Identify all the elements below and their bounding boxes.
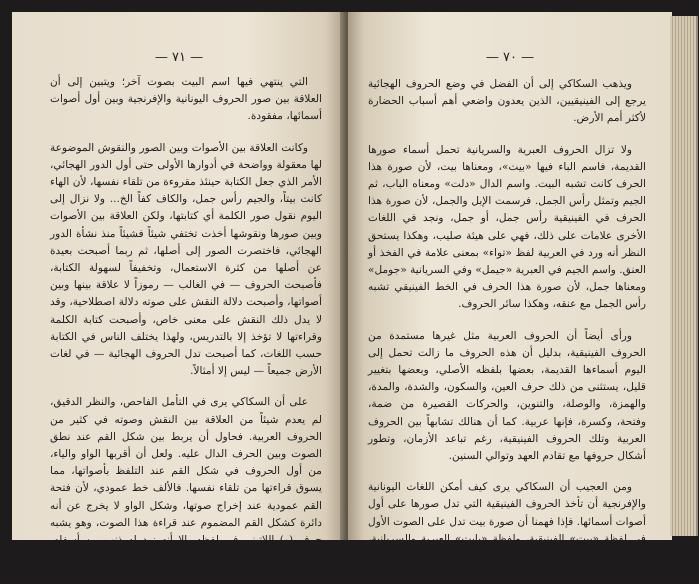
left-paragraph-1: التي ينتهي فيها اسم البيت بصوت آخر؛ ويتبين إلى أن العلاقة بين صور الحروف اليونانية والإفرنجية وبين أول أصوات أسمائها، مفقودة. [50,76,322,123]
right-page-number: — ٧٠ — [485,50,535,65]
page-edges [670,16,698,536]
right-paragraph-1: ويذهب السكاكي إلى أن الفضل في وضع الحروف الهجائية يرجع إلى الفينيقيين، الذين يعدون واضعي أهم أسباب الحضارة لأكثر أمم الأرض. [368,78,646,125]
right-paragraph-3: ورأى أيضاً أن الحروف العربية مثل غيرها مستمدة من الحروف الفينيقية، بدليل أن هذه الحروف ما زالت تحمل إلى اليوم أسماءها القديمة، بعضها بلفظه الأصلي، وبعضها بتغيير قليل، يستثنى من ذلك حرف العين، والسكون، والشدة، والمدة، والهمزة، والوصلة، والتنوين، والحركات القصيرة من ضمة، وفتحة، وكسرة، فإنها عربية. كما أن هنالك تشابهاً بين الحروف العربية وتلك الحروف الفينيقية، رغم تباعد الأزمان، وتطور أشكال حروفها مع تقادم العهد وتوالي السنين. [368,329,646,463]
right-paragraph-4: ومن العجيب أن السكاكي يرى كيف أمكن اللغات اليونانية والإفرنجية أن تأخذ الحروف الفينيقية التي تدل صورها على أول أصوات أسمائها. فإذا فهمنا أن صورة بيت تدل على الصوت الأول في لفظة «بيت» الفينيقية، ولفظة «بايت» العبرية والسريانية، ولفظة «بيت» العربية؛ فكيف يمكن في القديم إذن أن تدل صورة البيت على صوت (ب) في اللغات الأخرى، [368,481,646,580]
left-paragraph-3: على أن السكاكي يرى في التأمل الفاحص، والنظر الدقيق، لم يعدم شيئاً من العلاقة بين النقش وصوته في كثير من الحروف العربية. فحاول أن يربط بين شكل القم عند نطق الصوت وبين الحرف الدال عليه. ولعل أن أقربها الواو والياء، من أول الحروف في شكل القم عند التلفظ بأصواتها، مما يسوق قراءتها من تلقاء نفسها. فالألف خط عمودي، لأن فتحة القم عمودية عند إخراج صوتها، وشكل الواو لا يخرج عن أنه دائرة كشكل القم المضموم عند قراءة هذا الصوت، وهو يشبه حرف (و) اللاتيني في لفظه. إلا أنه زيد له ذنب من أسفله، طول مع الزمن حسب عادة العرب من مشق الحروف ومطها في أواخرها عند الإسراع في الكتابة، وهو [50,396,322,581]
open-book [12,6,696,581]
left-page-number: — ٧١ — [154,50,204,65]
right-page-text [368,76,646,582]
right-paragraph-2: ولا تزال الحروف العبرية والسريانية تحمل أسماء صورها القديمة، فاسم الباء فيها «بيت»، ومعناها بيت، لأن صورة هذا الحرف كانت تشبه البيت. واسم الدال «دلت» ومعناه الباب، ثم الجيم وتمثل رأس الجمل. فرسمت الإبل والجمل، لأن صورة هذا الحرف في الفينيقية رأس جمل، أو جمل، ونجد في اللغات الأخرى علامات على ذلك، فهي على هيئة صليب، وهكذا يستحق النظر أنه ورد في العربية لفظ «تواء» بمعنى علامة في الفخذ أو العنق. واسم الجيم في العبرية «جيمل» وفي السريانية «جومل» ومعناها جمل، لأن صورة هذا الحرف في الخط الفينيقي تشبه رأس الجمل مع عنقه، وهكذا سائر الحروف. [368,143,646,311]
left-page-text [50,74,322,584]
left-paragraph-2: وكانت العلاقة بين الأصوات وبين الصور والنقوش الموضوعة لها معقولة وواضحة في أدوارها الأولى حتى أول الدور الهجائي، الأمر الذي جعل الكتابة حينئذ مقروءة من تلقاء نفسها، لأن الهاء كانت بيتاً، والجيم رأس جمل، والكاف كفاً الخ... ولا نزال إلى اليوم نقول صور الكلمة أي كتابتها، ولكن العلاقة بين الأصوات وبين صورها ونقوشها أخذت تختفي شيئاً فشيئاً منذ نشأة الدور الهجائي، فاختصرت الصور إلى أصلها، ثم ربما أصبحت بعيدة عن أصلها من كثرة الاستعمال، وتخفيفاً لسهولة الكتابة، فأصبحت الحروف — في الغالب — رموزاً لا علاقة بينها وبين أصواتها، وأصبحت دلالة النقش على صوته دلالة اصطلاحية، وقد لا يدل ذلك النقش على معنى خاص، وأصبحت كتابة الكلمة وقراءتها لا تؤخذ إلا بالتدريس، ولهذا يختلف الناس في الكتابة حسب اللغات، كما أصبحت تدل الحروف الهجائية — في لغات الأرض جميعاً — ليس إلا أمثالاً. [50,141,322,378]
left-page [12,12,346,581]
right-page [348,12,672,580]
